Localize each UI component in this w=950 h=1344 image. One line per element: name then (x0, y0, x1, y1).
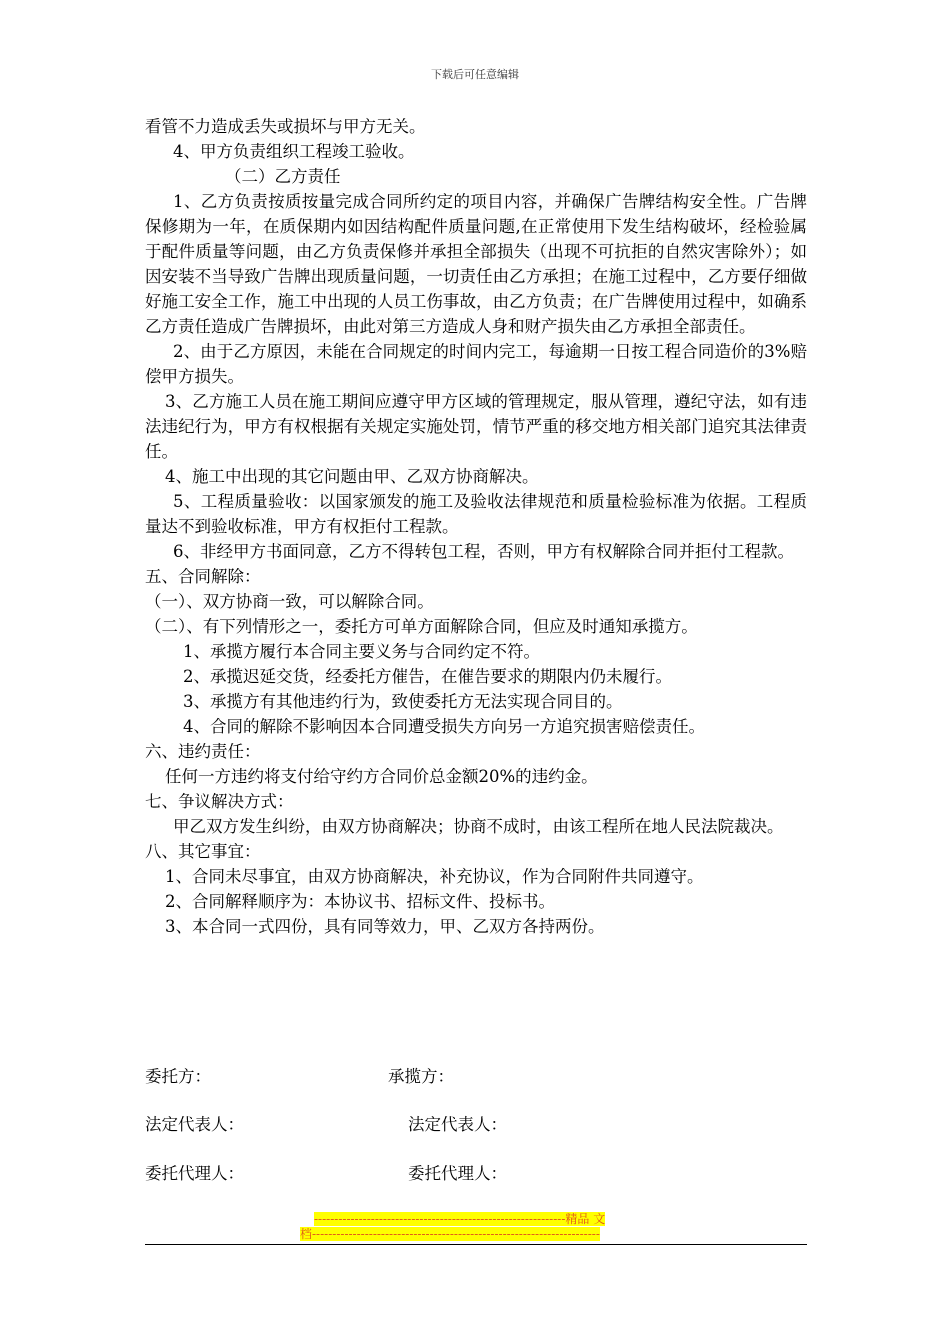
paragraph: 七、争议解决方式： (145, 792, 294, 811)
contractor-label: 承揽方： (388, 1067, 454, 1086)
contractor-rep-label: 法定代表人： (408, 1115, 507, 1134)
paragraph: 1、承揽方履行本合同主要义务与合同约定不符。 (183, 642, 540, 661)
footer-line-1 (314, 1212, 650, 1226)
paragraph: 4、合同的解除不影响因本合同遭受损失方向另一方追究损害赔偿责任。 (183, 717, 705, 736)
paragraph: 2、承揽迟延交货，经委托方催告，在催告要求的期限内仍未履行。 (183, 667, 672, 686)
paragraph: （二）、有下列情形之一，委托方可单方面解除合同，但应及时通知承揽方。 (145, 617, 698, 636)
client-agent-label: 委托代理人： (145, 1164, 244, 1183)
paragraph: （一）、双方协商一致，可以解除合同。 (145, 592, 434, 611)
paragraph: （二）乙方责任 (225, 167, 341, 186)
paragraph: 2、合同解释顺序为：本协议书、招标文件、投标书。 (165, 892, 555, 911)
paragraph: 5、工程质量验收：以国家颁发的施工及验收法律规范和质量检验标准为依据。工程质量达不到验收标准，甲方有权拒付工程款。 (145, 492, 807, 536)
client-rep-label: 法定代表人： (145, 1115, 244, 1134)
footer-rule (145, 1244, 807, 1245)
contract-body (145, 114, 807, 939)
page-header: 下载后可任意编辑 (431, 68, 519, 81)
footer-line-2 (300, 1227, 652, 1241)
paragraph: 1、合同未尽事宜，由双方协商解决，补充协议，作为合同附件共同遵守。 (165, 867, 704, 886)
client-label: 委托方： (145, 1067, 211, 1086)
paragraph: 2、由于乙方原因，未能在合同规定的时间内完工，每逾期一日按工程合同造价的3%赔偿甲方损失。 (145, 342, 807, 386)
paragraph: 3、承揽方有其他违约行为，致使委托方无法实现合同目的。 (183, 692, 623, 711)
paragraph: 6、非经甲方书面同意，乙方不得转包工程，否则，甲方有权解除合同并拒付工程款。 (173, 542, 794, 561)
paragraph: 六、违约责任： (145, 742, 261, 761)
paragraph: 看管不力造成丢失或损坏与甲方无关。 (145, 117, 426, 136)
paragraph: 3、乙方施工人员在施工期间应遵守甲方区域的管理规定，服从管理，遵纪守法，如有违法违纪行为，甲方有权根据有关规定实施处罚，情节严重的移交地方相关部门追究其法律责任。 (145, 392, 807, 461)
paragraph: 五、合同解除： (145, 567, 261, 586)
paragraph: 3、本合同一式四份，具有同等效力，甲、乙双方各持两份。 (165, 917, 605, 936)
footer-line-2-text: 档----------------------------------------------------------------------- (300, 1227, 600, 1241)
paragraph: 甲乙双方发生纠纷，由双方协商解决；协商不成时，由该工程所在地人民法院裁决。 (173, 817, 784, 836)
footer-line-1-text: --------------------------------------------------------------精品 文 (314, 1212, 606, 1226)
paragraph: 4、施工中出现的其它问题由甲、乙双方协商解决。 (165, 467, 539, 486)
paragraph: 1、乙方负责按质按量完成合同所约定的项目内容，并确保广告牌结构安全性。广告牌保修期为一年，在质保期内如因结构配件质量问题,在正常使用下发生结构破坏，经检验属于配件质量等问题，由乙方负责保修并承担全部损失（出现不可抗拒的自然灾害除外）；如因安装不当导致广告牌出现质量问题，一切责任由乙方承担；在施工过程中，乙方要仔细做好施工安全工作，施工中出现的人员工伤事故，由乙方负责；在广告牌使用过程中，如确系乙方责任造成广告牌损坏，由此对第三方造成人身和财产损失由乙方承担全部责任。 (145, 192, 807, 336)
contractor-agent-label: 委托代理人： (408, 1164, 507, 1183)
paragraph: 4、甲方负责组织工程竣工验收。 (173, 142, 415, 161)
paragraph: 八、其它事宜： (145, 842, 261, 861)
paragraph: 任何一方违约将支付给守约方合同价总金额20%的违约金。 (165, 767, 598, 786)
